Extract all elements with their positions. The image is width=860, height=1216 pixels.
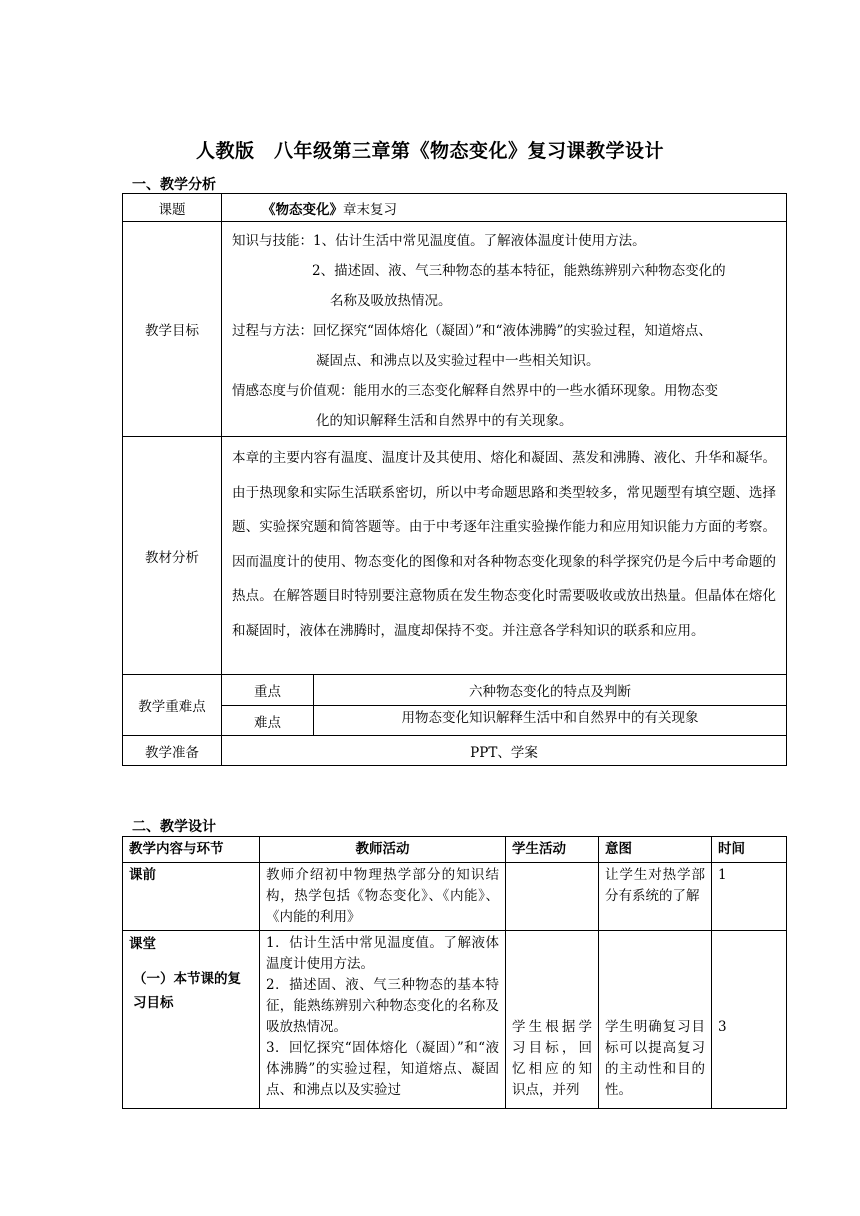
time: 1 <box>712 863 787 931</box>
topic-label: 课题 <box>123 194 222 222</box>
goal-knowledge-2: 2、描述固、液、气三种物态的基本特征，能熟练辨别六种物态变化的 <box>312 263 726 279</box>
analysis-table <box>122 193 787 766</box>
goal-process-2: 凝固点、和沸点以及实验过程中一些相关知识。 <box>316 353 600 369</box>
goal-emotion-1: 情感态度与价值观：能用水的三态变化解释自然界中的一些水循环现象。用物态变 <box>232 383 718 399</box>
difficulty-text: 用物态变化知识解释生活中和自然界中的有关现象 <box>314 706 787 736</box>
header-student: 学生活动 <box>506 837 599 863</box>
table-row <box>123 222 787 437</box>
design-table <box>122 836 787 1109</box>
keypoints-label: 教学重难点 <box>123 675 222 736</box>
header-time: 时间 <box>712 837 787 863</box>
table-row <box>123 863 787 931</box>
difficulty-label: 难点 <box>222 706 314 736</box>
teacher-goal-2: 2．描述固、液、气三种物态的基本特征，能熟练辨别六种物态变化的名称及吸放热情况。 <box>266 977 499 1035</box>
section-heading-analysis: 一、教学分析 <box>132 177 216 193</box>
student-activity <box>506 863 599 931</box>
prep-label: 教学准备 <box>123 736 222 766</box>
goal-knowledge-1: 知识与技能：1、估计生活中常见温度值。了解液体温度计使用方法。 <box>232 233 646 249</box>
header-intent: 意图 <box>599 837 712 863</box>
table-header-row <box>123 837 787 863</box>
header-teacher: 教师活动 <box>260 837 506 863</box>
goals-content <box>222 222 787 437</box>
key-text: 六种物态变化的特点及判断 <box>314 675 787 706</box>
student-activity: 学生根据学习目标，回忆相应的知识点，并列 <box>506 931 599 1109</box>
table-row <box>123 437 787 675</box>
section-heading-design: 二、教学设计 <box>132 819 216 835</box>
teacher-goal-3: 3．回忆探究“固体熔化（凝固）”和“液体沸腾”的实验过程，知道熔点、凝固点、和沸点以及实验过 <box>266 1040 499 1098</box>
document-title: 人教版 八年级第三章第《物态变化》复习课教学设计 <box>195 140 664 162</box>
topic-title: 《物态变化》 <box>262 201 343 218</box>
topic-value <box>222 194 787 222</box>
intent: 让学生对热学部分有系统的了解 <box>599 863 712 931</box>
stage-pre-class: 课前 <box>123 863 260 931</box>
table-row <box>123 931 787 1109</box>
stage-subtitle: （一）本节课的复习目标 <box>133 971 241 1011</box>
goal-process-1: 过程与方法：回忆探究“固体熔化（凝固）”和“液体沸腾”的实验过程，知道熔点、 <box>232 323 712 339</box>
intent: 学生明确复习目标可以提高复习的主动性和目的性。 <box>599 931 712 1109</box>
goal-emotion-2: 化的知识解释生活和自然界中的有关现象。 <box>316 413 573 429</box>
topic-suffix: 章末复习 <box>343 201 397 218</box>
prep-text: PPT、学案 <box>222 736 787 766</box>
material-label: 教材分析 <box>123 437 222 675</box>
table-row <box>123 736 787 766</box>
teacher-activity <box>260 931 506 1109</box>
table-row <box>123 194 787 222</box>
table-row <box>123 706 787 736</box>
material-text: 本章的主要内容有温度、温度计及其使用、熔化和凝固、蒸发和沸腾、液化、升华和凝华。由于热现象和实际生活联系密切，所以中考命题思路和类型较多，常见题型有填空题、选择题、实验探究题和简答题等。由于中考逐年注重实验操作能力和应用知识能力方面的考察。因而温度计的使用、物态变化的图像和对各种物态变化现象的科学探究仍是今后中考命题的热点。在解答题目时特别要注意物质在发生物态变化时需要吸收或放出热量。但晶体在熔化和凝固时，液体在沸腾时，温度却保持不变。并注意各学科知识的联系和应用。 <box>222 437 787 675</box>
teacher-goal-1: 1．估计生活中常见温度值。了解液体温度计使用方法。 <box>266 935 499 972</box>
table-row <box>123 675 787 706</box>
key-label: 重点 <box>222 675 314 706</box>
goals-label: 教学目标 <box>123 222 222 437</box>
goal-knowledge-2-cont: 名称及吸放热情况。 <box>330 293 452 309</box>
stage-label: 课堂 <box>129 936 156 952</box>
header-content: 教学内容与环节 <box>123 837 260 863</box>
teacher-activity: 教师介绍初中物理热学部分的知识结构，热学包括《物态变化》、《内能》、《内能的利用》 <box>260 863 506 931</box>
stage-in-class <box>123 931 260 1109</box>
time: 3 <box>712 931 787 1109</box>
